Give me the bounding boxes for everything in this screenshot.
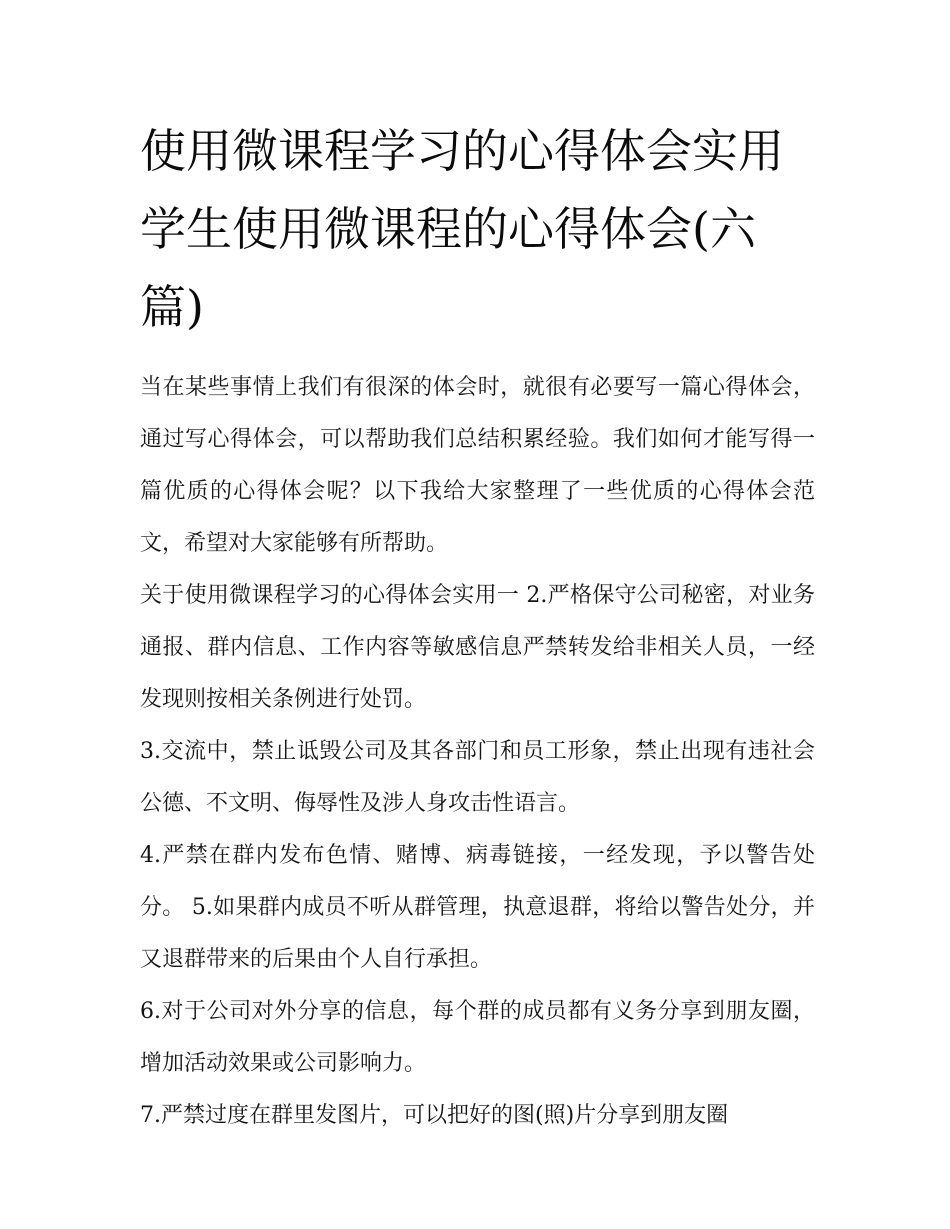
paragraph-rule-3: 3.交流中，禁止诋毁公司及其各部门和员工形象，禁止出现有违社会公德、不文明、侮辱性及涉人身攻击性语言。 <box>140 739 815 816</box>
paragraph-rule-6: 6.对于公司对外分享的信息，每个群的成员都有义务分享到朋友圈，增加活动效果或公司影响力。 <box>140 999 815 1076</box>
paragraph-intro: 当在某些事情上我们有很深的体会时，就很有必要写一篇心得体会，通过写心得体会，可以帮助我们总结积累经验。我们如何才能写得一篇优质的心得体会呢？以下我给大家整理了一些优质的心得体会范文，希望对大家能够有所帮助。 <box>140 375 815 556</box>
paragraph-rule-7: 7.严禁过度在群里发图片，可以把好的图(照)片分享到朋友圈 <box>140 1103 729 1128</box>
paragraph-rule-2: 关于使用微课程学习的心得体会实用一 2.严格保守公司秘密，对业务通报、群内信息、工作内容等敏感信息严禁转发给非相关人员，一经发现则按相关条例进行处罚。 <box>140 583 815 712</box>
document-page <box>140 112 815 1142</box>
document-title: 使用微课程学习的心得体会实用 学生使用微课程的心得体会(六篇) <box>140 124 784 334</box>
document-body <box>140 362 815 1142</box>
paragraph-rule-4-5: 4.严禁在群内发布色情、赌博、病毒链接，一经发现，予以警告处分。 5.如果群内成员不听从群管理，执意退群，将给以警告处分，并又退群带来的后果由个人自行承担。 <box>140 843 815 972</box>
